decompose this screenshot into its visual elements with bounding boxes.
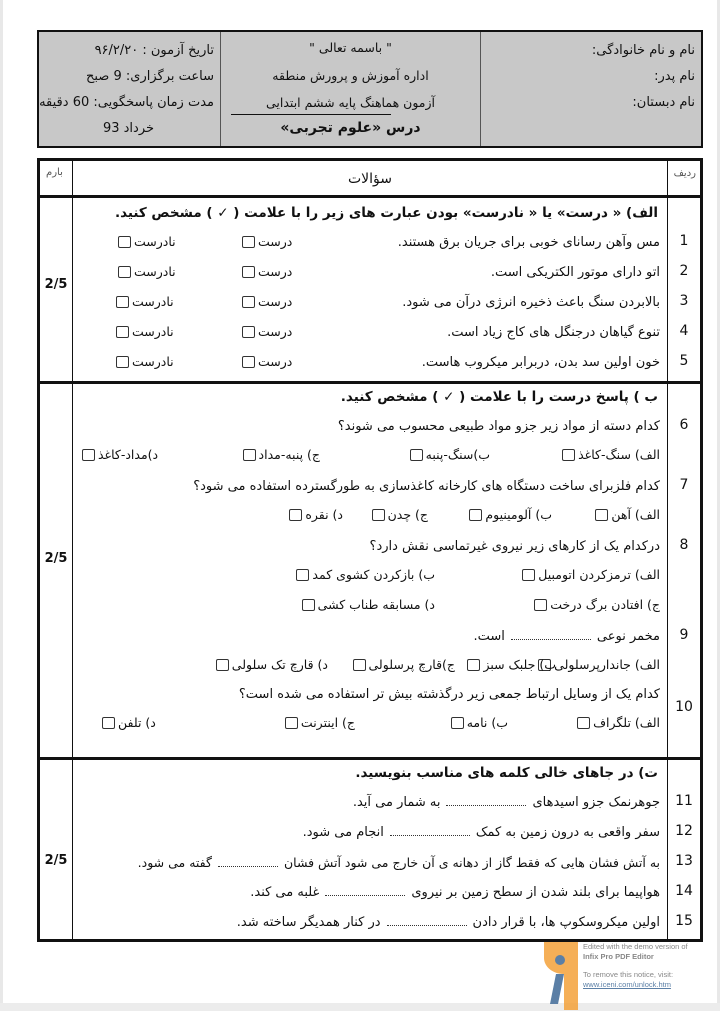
checkbox[interactable] (467, 659, 480, 671)
question-text: کدام یک از وسایل ارتباط جمعی زیر درگذشته بیش تر استفاده می شده است؟ (238, 687, 660, 702)
option-d[interactable] (216, 657, 328, 672)
checkbox[interactable] (243, 449, 256, 461)
checkbox[interactable] (534, 599, 547, 611)
option-d[interactable] (82, 447, 158, 462)
text-after-blank: غلبه می کند. (250, 885, 320, 900)
option-label: د) تلفن (118, 715, 156, 730)
checkbox[interactable] (562, 449, 575, 461)
option-a[interactable] (562, 447, 660, 462)
true-label: درست (258, 264, 293, 279)
question-number: 8 (679, 537, 689, 553)
option-c[interactable] (285, 715, 355, 730)
question-number: 3 (679, 293, 689, 309)
watermark-line-2: Infix Pro PDF Editor (583, 952, 654, 961)
checkbox[interactable] (82, 449, 95, 461)
checkbox[interactable] (242, 296, 255, 308)
option-a[interactable] (522, 567, 660, 582)
question-number: 6 (679, 417, 689, 433)
exam-time: ساعت برگزاری: 9 صبح (85, 69, 214, 84)
option-label: ب) بازکردن کشوی کمد (312, 567, 435, 582)
option-label: ج) افتادن برگ درخت (550, 597, 660, 612)
false-label: نادرست (132, 294, 174, 309)
checkbox[interactable] (102, 717, 115, 729)
question-number: 5 (679, 353, 689, 369)
question-text (303, 825, 660, 840)
question-text: اتو دارای موتور الکتریکی است. (490, 265, 660, 280)
header-student-info (481, 32, 701, 146)
section-b-title: ب ) پاسخ درست را با علامت ( ✓ ) مشخص کنید. (340, 389, 658, 405)
header-exam-info (39, 32, 221, 146)
option-b[interactable] (451, 715, 508, 730)
text-before-blank: سفر واقعی به درون زمین به کمک (475, 825, 660, 840)
watermark-line-3: To remove this notice, visit: (583, 970, 674, 979)
checkbox[interactable] (118, 236, 131, 248)
question-text (138, 855, 660, 870)
false-label: نادرست (134, 264, 176, 279)
question-number: 11 (675, 793, 693, 809)
false-label: نادرست (132, 354, 174, 369)
true-label: درست (258, 354, 293, 369)
questions-column-header: سؤالات (347, 171, 393, 187)
checkbox[interactable] (296, 569, 309, 581)
checkbox[interactable] (242, 266, 255, 278)
option-label: د) قارچ تک سلولی (231, 657, 328, 672)
option-c[interactable] (243, 447, 320, 462)
question-text (473, 629, 660, 644)
option-c[interactable] (353, 657, 455, 672)
option-c[interactable] (534, 597, 660, 612)
checkbox[interactable] (522, 569, 535, 581)
true-label: درست (258, 324, 293, 339)
checkbox[interactable] (116, 356, 129, 368)
checkbox[interactable] (118, 266, 131, 278)
true-label: درست (258, 234, 293, 249)
option-b[interactable] (296, 567, 435, 582)
question-number: 15 (675, 913, 693, 929)
text-before-blank: مخمر نوعی (596, 629, 660, 644)
basmala: " باسمه تعالی " (309, 40, 392, 55)
option-a[interactable] (595, 507, 660, 522)
option-b[interactable] (410, 447, 490, 462)
option-label: ب) جلبک سبز (483, 657, 556, 672)
option-b[interactable] (467, 657, 556, 672)
checkbox[interactable] (289, 509, 302, 521)
text-before-blank: جوهرنمک جزو اسیدهای (532, 795, 660, 810)
text-after-blank: است. (473, 629, 505, 644)
option-label: الف) تلگراف (593, 715, 660, 730)
question-text (237, 915, 660, 930)
checkbox[interactable] (242, 236, 255, 248)
true-option[interactable] (242, 264, 292, 279)
title-underline (231, 114, 391, 115)
true-option[interactable] (242, 294, 292, 309)
text-after-blank: گفته می شود. (137, 855, 212, 870)
true-option[interactable] (242, 354, 292, 369)
watermark-link[interactable]: www.iceni.com/unlock.htm (583, 980, 671, 989)
text-before-blank: هواپیما برای بلند شدن از سطح زمین بر نیروی (411, 885, 660, 900)
checkbox[interactable] (116, 326, 129, 338)
checkbox[interactable] (451, 717, 464, 729)
checkbox[interactable] (410, 449, 423, 461)
option-d[interactable] (302, 597, 435, 612)
school-name-field[interactable]: نام دبستان: (632, 95, 695, 110)
exam-month: خرداد 93 (102, 121, 155, 136)
checkbox[interactable] (216, 659, 229, 671)
option-a[interactable] (538, 657, 660, 672)
questions-table (37, 158, 703, 942)
question-text (250, 885, 660, 900)
answer-blank[interactable] (325, 887, 405, 896)
checkbox[interactable] (353, 659, 366, 671)
checkbox[interactable] (302, 599, 315, 611)
text-after-blank: انجام می شود. (302, 825, 384, 840)
question-text: خون اولین سد بدن، دربرابر میکروب هاست. (421, 355, 660, 370)
question-number: 7 (679, 477, 689, 493)
option-label: ج) پنبه-مداد (258, 447, 320, 462)
question-text (353, 795, 660, 810)
text-after-blank: به شمار می آید. (352, 795, 441, 810)
text-after-blank: در کنار همدیگر ساخته شد. (236, 915, 381, 930)
checkbox[interactable] (595, 509, 608, 521)
question-number: 9 (679, 627, 689, 643)
section-divider (40, 381, 700, 384)
watermark-line-1: Edited with the demo version of (583, 942, 688, 951)
option-label: ج)قارچ پرسلولی (368, 657, 455, 672)
section-c-score: 2/5 (44, 853, 68, 868)
row-column-header: ردیف (673, 168, 696, 179)
false-option[interactable] (118, 264, 176, 279)
answer-blank[interactable] (218, 858, 278, 867)
checkbox[interactable] (116, 296, 129, 308)
question-number: 12 (675, 823, 693, 839)
text-before-blank: اولین میکروسکوپ ها، با قرار دادن (472, 915, 660, 930)
question-number: 14 (675, 883, 693, 899)
section-b-score: 2/5 (44, 551, 68, 566)
option-c[interactable] (372, 507, 428, 522)
false-label: نادرست (132, 324, 174, 339)
true-option[interactable] (242, 234, 292, 249)
exam-date: تاریخ آزمون : ۹۶/۲/۲۰ (94, 43, 214, 58)
option-label: د) مسابقه طناب کشی (317, 597, 435, 612)
checkbox[interactable] (285, 717, 298, 729)
exam-duration: مدت زمان پاسخگویی: 60 دقیقه (39, 95, 214, 110)
question-number: 4 (679, 323, 689, 339)
subject-title: درس «علوم تجربی» (280, 120, 421, 136)
checkbox[interactable] (242, 326, 255, 338)
question-number: 2 (679, 263, 689, 279)
option-a[interactable] (577, 715, 660, 730)
student-name-field[interactable]: نام و نام خانوادگی: (591, 43, 695, 58)
education-office: اداره آموزش و پرورش منطقه (272, 68, 429, 83)
section-a-score: 2/5 (44, 277, 68, 292)
option-d[interactable] (289, 507, 343, 522)
option-label: ج) چدن (387, 507, 428, 522)
option-label: الف) سنگ-کاغذ (578, 447, 660, 462)
option-label: د) نقره (305, 507, 343, 522)
score-column-divider (72, 161, 73, 939)
option-label: د)مداد-کاغذ (98, 447, 159, 462)
answer-blank[interactable] (390, 827, 470, 836)
checkbox[interactable] (372, 509, 385, 521)
false-option[interactable] (118, 234, 176, 249)
option-label: الف) جاندارپرسلولی (554, 657, 660, 672)
section-a-title: الف) « درست» یا « نادرست» بودن عبارت های زیر را با علامت ( ✓ ) مشخص کنید. (114, 205, 658, 221)
checkbox[interactable] (242, 356, 255, 368)
true-label: درست (258, 294, 293, 309)
father-name-field[interactable]: نام پدر: (654, 69, 695, 84)
option-d[interactable] (102, 715, 156, 730)
option-b[interactable] (469, 507, 552, 522)
option-label: ج) اینترنت (300, 715, 355, 730)
score-column-header: بارم (46, 167, 63, 178)
answer-blank[interactable] (387, 917, 467, 926)
header-divider (40, 195, 700, 198)
question-number: 13 (675, 853, 693, 869)
infix-watermark (540, 938, 718, 1010)
header-exam-title (221, 32, 481, 146)
false-option[interactable] (116, 294, 174, 309)
false-label: نادرست (134, 234, 176, 249)
option-label: ب) نامه (466, 715, 508, 730)
infix-logo-icon (540, 938, 584, 1010)
answer-blank[interactable] (446, 797, 526, 806)
true-option[interactable] (242, 324, 292, 339)
question-text: کدام دسته از مواد زیر جزو مواد طبیعی محسوب می شوند؟ (337, 419, 660, 434)
question-text: تنوع گیاهان درجنگل های کاج زیاد است. (447, 325, 660, 340)
exam-header (37, 30, 703, 148)
question-number: 10 (675, 699, 693, 715)
exam-name: آزمون هماهنگ پایه ششم ابتدایی (266, 95, 435, 110)
question-text: کدام فلزبرای ساخت دستگاه های کارخانه کاغذسازی به طورگسترده استفاده می شود؟ (193, 479, 660, 494)
option-label: ب) آلومینیوم (485, 507, 552, 522)
option-label: الف) آهن (611, 507, 660, 522)
checkbox[interactable] (577, 717, 590, 729)
section-c-title: ت) در جاهای خالی کلمه های مناسب بنویسید. (355, 765, 658, 781)
question-text: درکدام یک از کارهای زیر نیروی غیرتماسی نقش دارد؟ (369, 539, 660, 554)
text-before-blank: به آتش فشان هایی که فقط گاز از دهانه ی آن خارج می شود آتش فشان (283, 855, 660, 870)
option-label: ب)سنگ-پنبه (425, 447, 490, 462)
answer-blank[interactable] (511, 631, 591, 640)
checkbox[interactable] (469, 509, 482, 521)
false-option[interactable] (116, 324, 174, 339)
page-edge-left (0, 0, 3, 1011)
question-text: بالابردن سنگ باعث ذخیره انرژی درآن می شود. (402, 295, 660, 310)
section-divider (40, 757, 700, 760)
false-option[interactable] (116, 354, 174, 369)
option-label: الف) ترمزکردن اتومبیل (538, 567, 660, 582)
question-number: 1 (679, 233, 689, 249)
question-text: مس وآهن رسانای خوبی برای جریان برق هستند. (397, 235, 660, 250)
